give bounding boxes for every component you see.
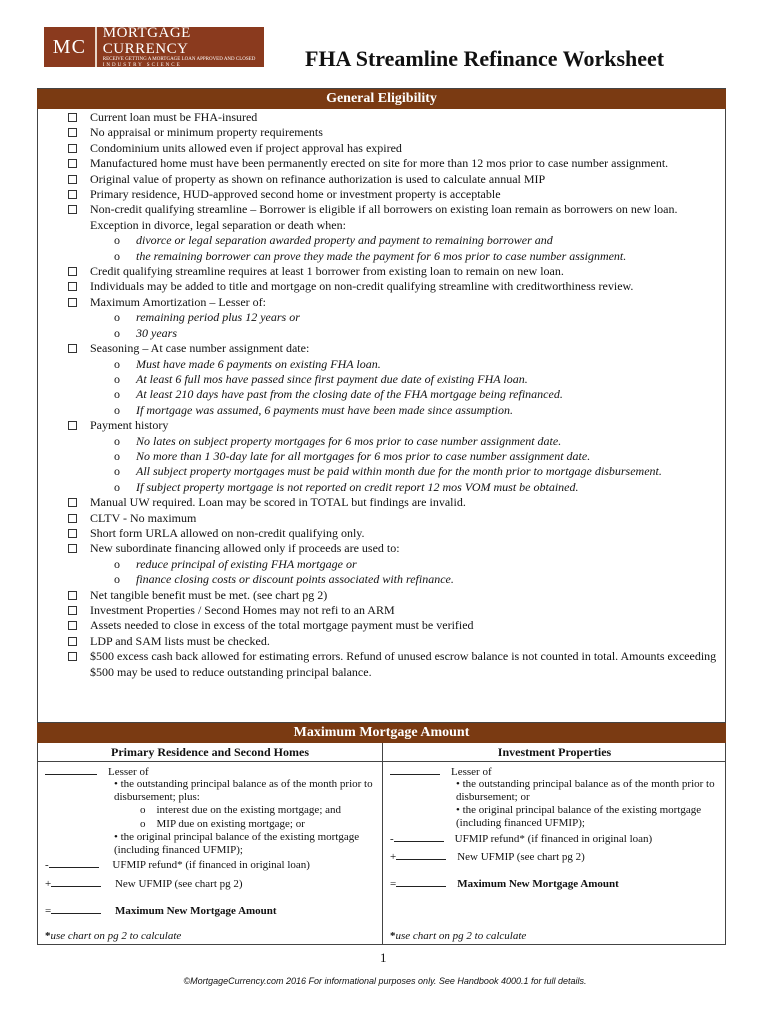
bullet-icon: o — [114, 556, 120, 571]
checkbox[interactable] — [68, 591, 77, 600]
eligibility-sub-item — [68, 233, 718, 248]
eligibility-sub-item — [68, 572, 718, 587]
checkbox[interactable] — [68, 652, 77, 661]
eligibility-sub-item — [68, 357, 718, 372]
checkbox[interactable] — [68, 175, 77, 184]
logo-sub: INDUSTRY SCIENCE — [102, 63, 182, 68]
eligibility-item — [68, 603, 718, 618]
eligibility-item-text: Investment Properties / Second Homes may not refi to an ARM — [90, 603, 395, 617]
eligibility-sub-text: All subject property mortgages must be paid within month due for the month prior to mortgage disbursement. — [136, 464, 662, 479]
eligibility-item — [68, 187, 718, 202]
eligibility-item — [68, 279, 718, 294]
eligibility-item — [68, 202, 718, 233]
eligibility-item-text: $500 excess cash back allowed for estimating errors. Refund of unused escrow balance is not counted in total. Amounts exceeding $500 may be used to reduce outstanding principal balance. — [90, 649, 717, 679]
bullet-icon: o — [114, 572, 120, 587]
eligibility-item — [68, 618, 718, 633]
logo-tagline: RECEIVE GETTING A MORTGAGE LOAN APPROVED AND CLOSED — [102, 57, 256, 62]
investment-option-1: • the outstanding principal balance as of the month prior to disbursement; or — [456, 778, 715, 803]
eligibility-item-text: Credit qualifying streamline requires at least 1 borrower from existing loan to remain on new loan. — [90, 264, 564, 279]
checkbox[interactable] — [68, 282, 77, 291]
page-number: 1 — [380, 950, 387, 965]
eligibility-item — [68, 649, 718, 680]
eligibility-item — [68, 541, 718, 556]
logo-name: MORTGAGE CURRENCY — [102, 25, 191, 57]
primary-result-blank[interactable] — [51, 903, 101, 914]
eligibility-sub-item — [68, 310, 718, 325]
bullet-icon: o — [114, 433, 120, 448]
eligibility-sub-text: No more than 1 30-day late for all mortgages for 6 mos prior to case number assignment date. — [136, 448, 591, 463]
eligibility-item-text: Primary residence, HUD-approved second home or investment property is acceptable — [90, 187, 501, 202]
eligibility-item-text: Non-credit qualifying streamline – Borrower is eligible if all borrowers on existing loan remain as borrowers on new loan. Exception in divorce, legal separation or death when: — [90, 202, 678, 232]
eligibility-item — [68, 172, 718, 187]
primary-sub-1: o interest due on the existing mortgage; and — [140, 804, 342, 816]
eligibility-item-text: Payment history — [90, 418, 169, 433]
eligibility-item-text: Individuals may be added to title and mortgage on non-credit qualifying streamline with creditworthiness review. — [90, 279, 634, 294]
eligibility-item — [68, 141, 718, 156]
investment-refund-blank[interactable] — [394, 831, 444, 842]
eligibility-item — [68, 341, 718, 356]
eligibility-item-text: Assets needed to close in excess of the total mortgage payment must be verified — [90, 618, 474, 633]
eligibility-sub-text: reduce principal of existing FHA mortgage or — [136, 556, 357, 571]
eligibility-sub-text: divorce or legal separation awarded property and payment to remaining borrower and — [136, 233, 553, 248]
bullet-icon: o — [114, 479, 120, 494]
primary-new-ufmip-blank[interactable] — [51, 876, 101, 887]
bullet-icon: o — [114, 387, 120, 402]
eligibility-item-text: Original value of property as shown on refinance authorization is used to calculate annual MIP — [90, 171, 546, 186]
checkbox[interactable] — [68, 637, 77, 646]
eligibility-sub-item — [68, 557, 718, 572]
eligibility-item-text: Condominium units allowed even if project approval has expired — [90, 140, 402, 155]
eligibility-item — [68, 110, 718, 125]
eligibility-sub-item — [68, 387, 718, 402]
eligibility-item-text: CLTV - No maximum — [90, 510, 197, 525]
bullet-icon: o — [114, 464, 120, 479]
primary-refund-row: - UFMIP refund* (if financed in original loan) — [45, 859, 310, 871]
page-title: FHA Streamline Refinance Worksheet — [305, 46, 665, 71]
primary-option-2: • the original principal balance of the existing mortgage (including financed UFMIP); — [114, 831, 360, 856]
investment-option-2: • the original principal balance of the existing mortgage (including financed UFMIP); — [456, 804, 702, 829]
eligibility-item — [68, 634, 718, 649]
primary-lesser-row: Lesser of — [45, 764, 149, 779]
bullet-icon: o — [114, 356, 120, 371]
checkbox[interactable] — [68, 606, 77, 615]
eligibility-item-text: Manual UW required. Loan may be scored in TOTAL but findings are invalid. — [90, 495, 466, 510]
eligibility-sub-text: remaining period plus 12 years or — [136, 310, 300, 325]
primary-note: *use chart on pg 2 to calculate — [45, 930, 182, 942]
eligibility-sub-item — [68, 249, 718, 264]
checkbox[interactable] — [68, 128, 77, 137]
eligibility-sub-text: Must have made 6 payments on existing FHA loan. — [136, 356, 381, 371]
checkbox[interactable] — [68, 267, 77, 276]
eligibility-item — [68, 156, 718, 171]
checkbox[interactable] — [68, 514, 77, 523]
checkbox[interactable] — [68, 498, 77, 507]
eligibility-sub-item — [68, 372, 718, 387]
bullet-icon: o — [114, 310, 120, 325]
eligibility-sub-text: At least 6 full mos have passed since first payment due date of existing FHA loan. — [136, 371, 528, 386]
eligibility-item-text: Seasoning – At case number assignment date: — [90, 341, 310, 356]
primary-refund-blank[interactable] — [49, 857, 99, 868]
column-divider — [382, 743, 383, 945]
eligibility-item-text: Net tangible benefit must be met. (see chart pg 2) — [90, 587, 328, 602]
checkbox[interactable] — [68, 190, 77, 199]
checkbox[interactable] — [68, 205, 77, 214]
eligibility-item-text: Current loan must be FHA-insured — [90, 110, 258, 124]
investment-new-ufmip-row: + New UFMIP (see chart pg 2) — [390, 851, 585, 863]
eligibility-sub-text: the remaining borrower can prove they made the payment for 6 mos prior to case number assignment. — [136, 248, 627, 263]
investment-new-ufmip-blank[interactable] — [396, 849, 446, 860]
eligibility-sub-text: finance closing costs or discount points associated with refinance. — [136, 572, 454, 587]
checkbox[interactable] — [68, 544, 77, 553]
eligibility-item-text: New subordinate financing allowed only if proceeds are used to: — [90, 541, 400, 556]
eligibility-item — [68, 495, 718, 510]
eligibility-item — [68, 588, 718, 603]
investment-result-blank[interactable] — [396, 876, 446, 887]
eligibility-sub-item — [68, 464, 718, 479]
eligibility-item-text: No appraisal or minimum property requirements — [90, 125, 323, 140]
checkbox[interactable] — [68, 113, 77, 122]
eligibility-sub-text: No lates on subject property mortgages for 6 mos prior to case number assignment date. — [136, 433, 562, 448]
investment-refund-row: - UFMIP refund* (if financed in original loan) — [390, 833, 653, 845]
primary-new-ufmip-row: + New UFMIP (see chart pg 2) — [45, 878, 243, 890]
eligibility-item — [68, 418, 718, 433]
eligibility-sub-item — [68, 434, 718, 449]
footer: ©MortgageCurrency.com 2016 For informational purposes only. See Handbook 4000.1 for full details. — [183, 976, 587, 986]
eligibility-item — [68, 264, 718, 279]
checkbox[interactable] — [68, 144, 77, 153]
bullet-icon: o — [114, 402, 120, 417]
eligibility-item-text: Maximum Amortization – Lesser of: — [90, 294, 266, 309]
eligibility-sub-item — [68, 480, 718, 495]
investment-col-heading: Investment Properties — [497, 745, 612, 759]
eligibility-item — [68, 526, 718, 541]
eligibility-sub-item — [68, 403, 718, 418]
eligibility-sub-item — [68, 326, 718, 341]
eligibility-sub-text: If mortgage was assumed, 6 payments must have been made since assumption. — [136, 402, 513, 417]
primary-result-row: = Maximum New Mortgage Amount — [45, 905, 277, 917]
eligibility-item — [68, 295, 718, 310]
eligibility-sub-item — [68, 449, 718, 464]
eligibility-sub-text: 30 years — [136, 325, 177, 340]
bullet-icon: o — [114, 448, 120, 463]
bullet-icon: o — [114, 248, 120, 263]
eligibility-item-text: Short form URLA allowed on non-credit qualifying only. — [90, 525, 365, 540]
investment-note: *use chart on pg 2 to calculate — [390, 930, 527, 942]
checkbox[interactable] — [68, 344, 77, 353]
eligibility-item — [68, 511, 718, 526]
eligibility-sub-text: If subject property mortgage is not reported on credit report 12 mos VOM must be obtained. — [136, 479, 579, 494]
general-eligibility-header: General Eligibility — [37, 89, 726, 109]
investment-lesser-blank[interactable] — [390, 764, 440, 775]
bullet-icon: o — [114, 371, 120, 386]
eligibility-item-text: LDP and SAM lists must be checked. — [90, 633, 270, 648]
eligibility-sub-text: At least 210 days have past from the closing date of the FHA mortgage being refinanced. — [136, 387, 563, 402]
primary-sub-2: o MIP due on existing mortgage; or — [140, 818, 305, 830]
checkbox[interactable] — [68, 421, 77, 430]
investment-lesser-row: Lesser of — [390, 764, 492, 779]
eligibility-item — [68, 125, 718, 140]
checkbox[interactable] — [68, 298, 77, 307]
general-eligibility-list — [68, 110, 718, 680]
primary-col-heading: Primary Residence and Second Homes — [111, 745, 309, 759]
checkbox[interactable] — [68, 621, 77, 630]
checkbox[interactable] — [68, 529, 77, 538]
logo-initials: MC — [44, 27, 97, 67]
primary-option-1: • the outstanding principal balance as of the month prior to disbursement; plus: — [114, 778, 373, 803]
max-mortgage-header: Maximum Mortgage Amount — [37, 723, 726, 743]
checkbox[interactable] — [68, 159, 77, 168]
bullet-icon: o — [114, 325, 120, 340]
bullet-icon: o — [114, 233, 120, 248]
eligibility-item-text: Manufactured home must have been permanently erected on site for more than 12 mos prior to case number assignment. — [90, 156, 669, 171]
logo — [44, 27, 264, 67]
investment-result-row: = Maximum New Mortgage Amount — [390, 878, 619, 890]
primary-lesser-blank[interactable] — [45, 764, 97, 775]
